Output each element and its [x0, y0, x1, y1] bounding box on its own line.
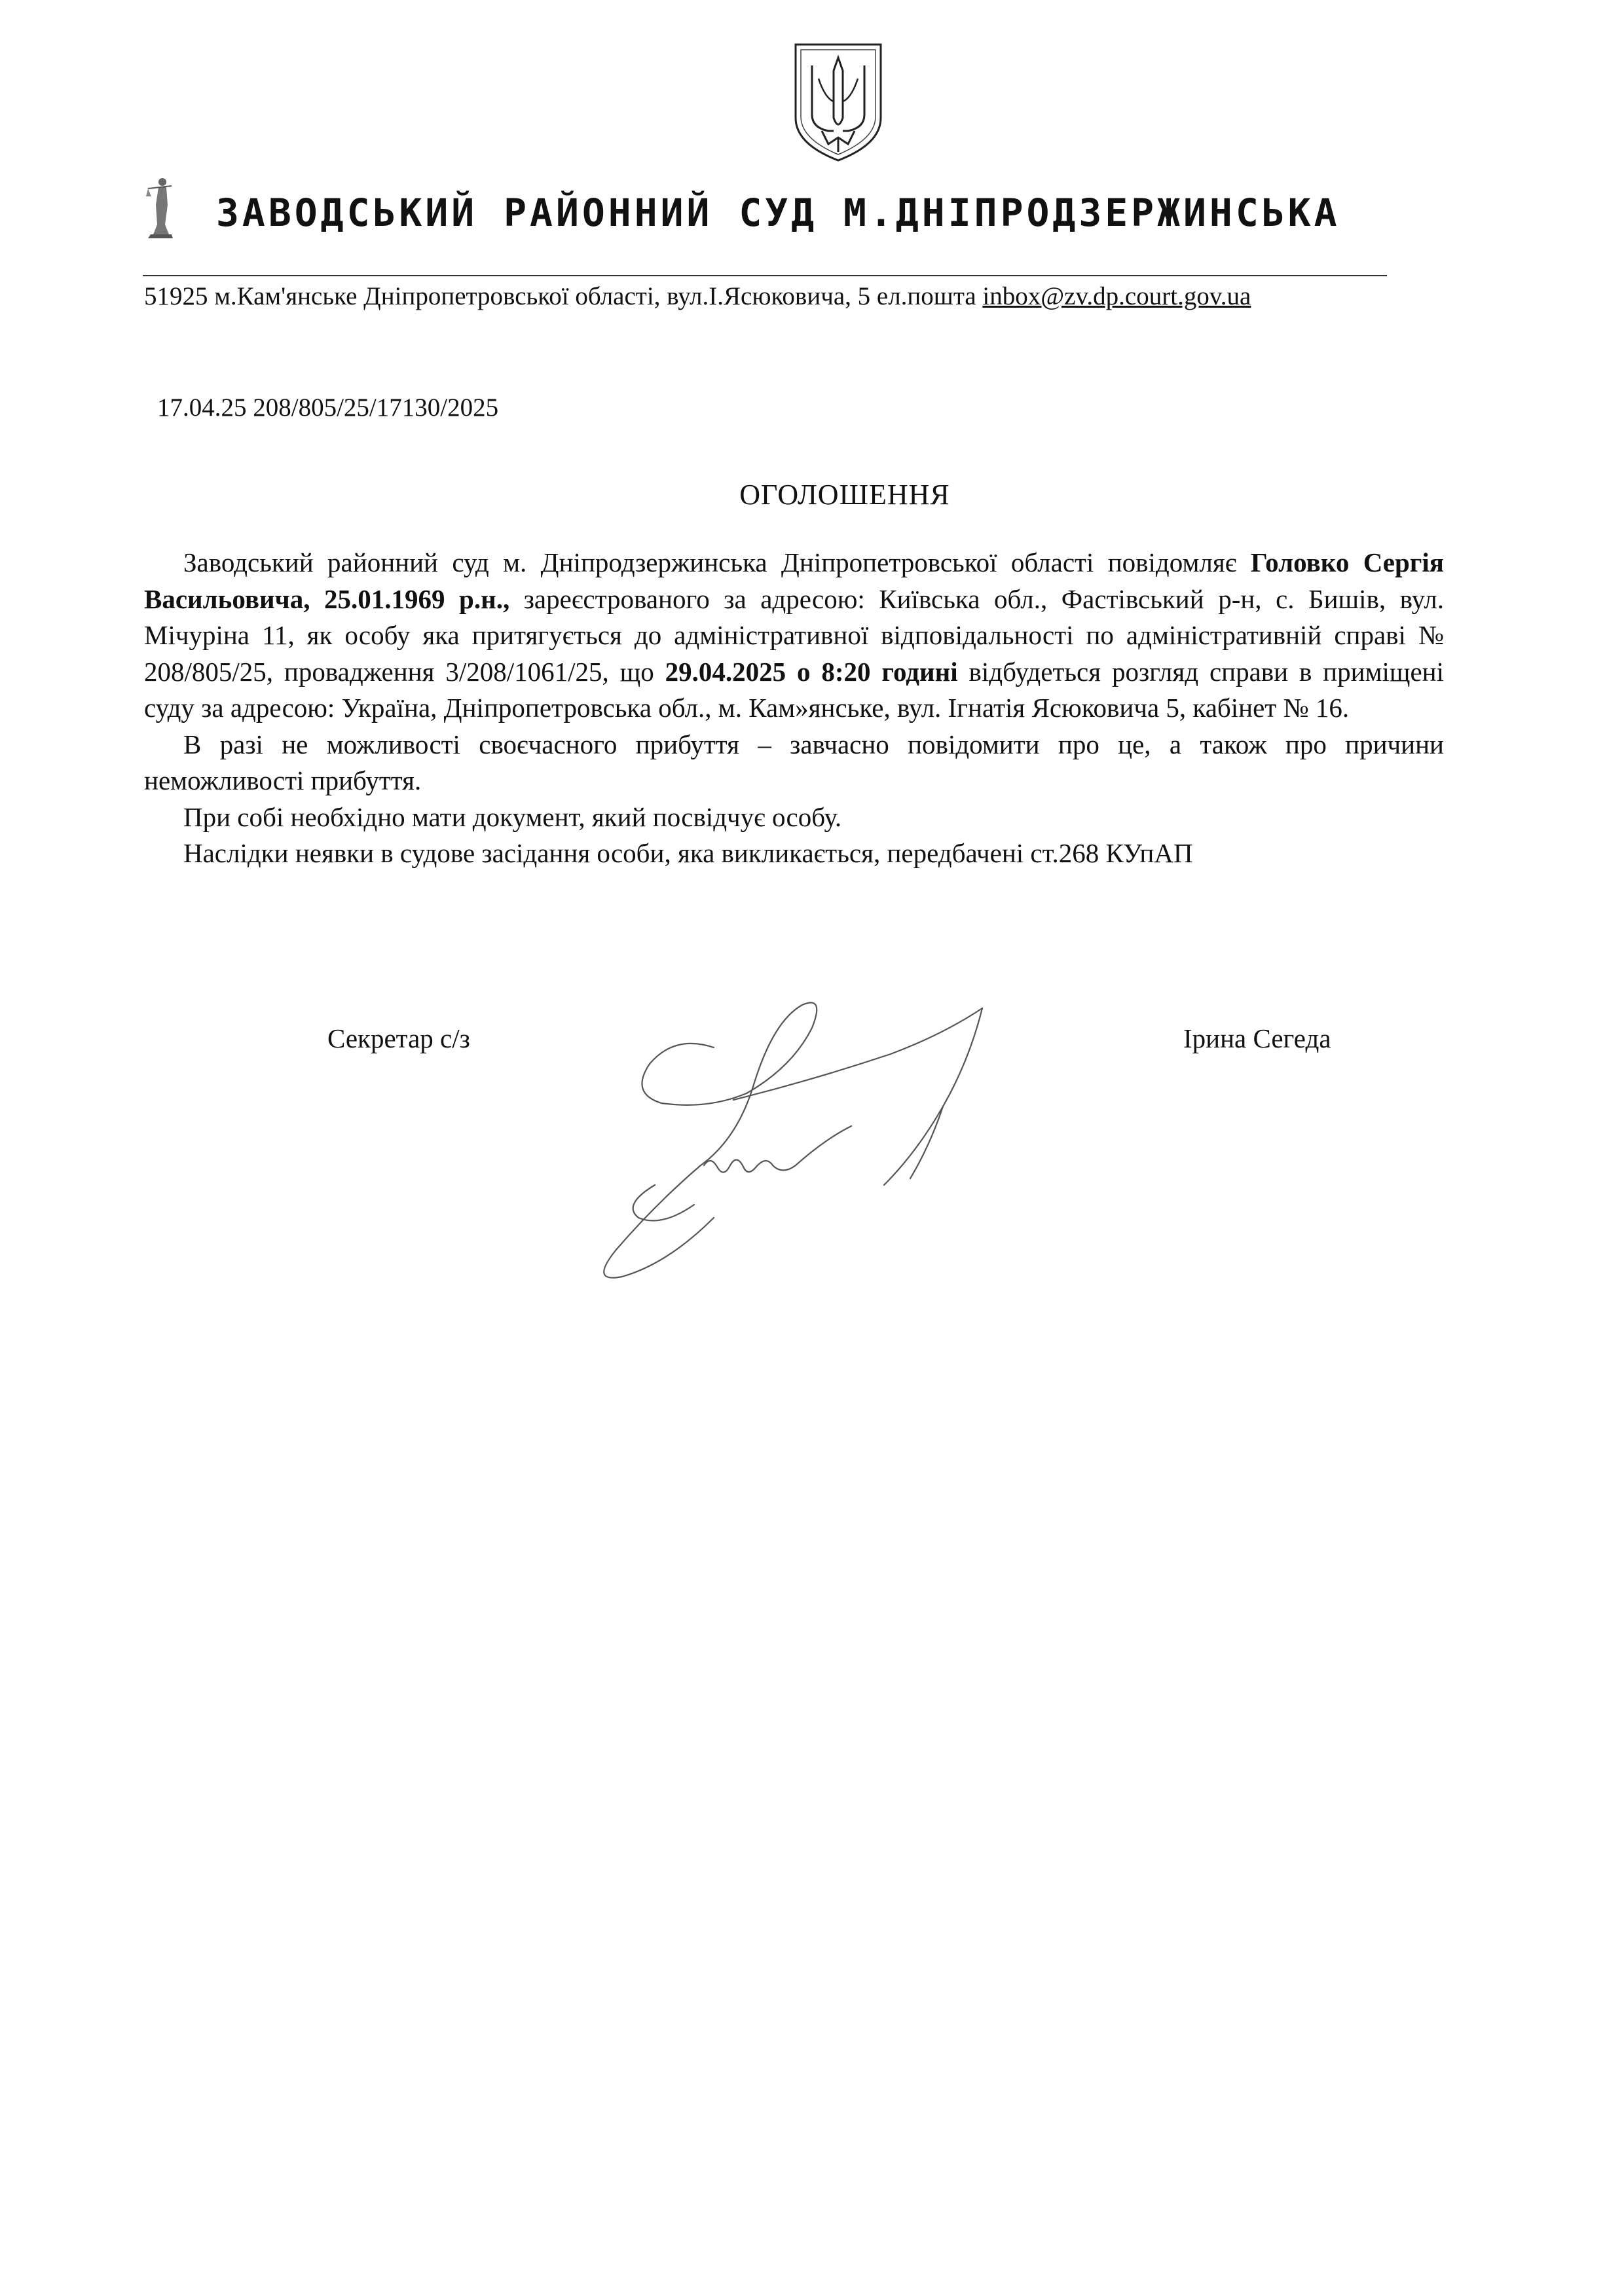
text-segment: зареєстрованого за адресою: Київська обл., Фастівський р-н, с. Бишів, вул. Мічуріна 11, як особу яка притягується до адміністративної відповідальності по адміністративній справі № 208/805/25, провадження 3/208/1061/25, що — [144, 583, 1444, 687]
court-title: ЗАВОДСЬКИЙ РАЙОННИЙ СУД М.ДНІПРОДЗЕРЖИНСЬКА — [216, 191, 1340, 235]
defendant-name: Головко Сергія Васильовича, 25.01.1969 р.н., — [144, 547, 1444, 614]
notice-paragraph-main — [144, 545, 1444, 727]
court-address — [144, 283, 1251, 311]
hearing-datetime: 29.04.2025 о 8:20 годині — [665, 656, 958, 687]
handwritten-signature — [576, 969, 1048, 1309]
notice-paragraph-consequences: Наслідки неявки в судове засідання особи, яка викликається, передбачені ст.268 КУпАП — [183, 838, 1193, 868]
notice-body — [144, 545, 1444, 872]
document-heading: ОГОЛОШЕННЯ — [739, 479, 950, 511]
coat-of-arms-icon — [789, 39, 887, 164]
email-link[interactable]: inbox@zv.dp.court.gov.ua — [982, 282, 1251, 310]
signatory-role: Секретар с/з — [327, 1023, 470, 1053]
signatory-name: Ірина Сегеда — [1183, 1023, 1331, 1053]
notice-paragraph-absence: В разі не можливості своєчасного прибуття – завчасно повідомити про це, а також про причини неможливості прибуття. — [144, 729, 1444, 795]
text-segment: Заводський районний суд м. Дніпродзержинська Дніпропетровської області повідомляє — [183, 547, 1251, 577]
date-reference: 17.04.25 208/805/25/17130/2025 — [157, 393, 499, 422]
address-text: 51925 м.Кам'янське Дніпропетровської області, вул.І.Ясюковича, 5 ел.пошта — [144, 282, 983, 310]
notice-paragraph-document: При собі необхідно мати документ, який посвідчує особу. — [183, 801, 842, 832]
text-segment: відбудеться розгляд справи в приміщені суду за адресою: Україна, Дніпропетровська обл., м. Кам»янське, вул. Ігнатія Ясюковича 5, кабінет № 16. — [144, 656, 1445, 723]
header-divider — [143, 275, 1387, 276]
themis-emblem-icon — [145, 175, 175, 238]
